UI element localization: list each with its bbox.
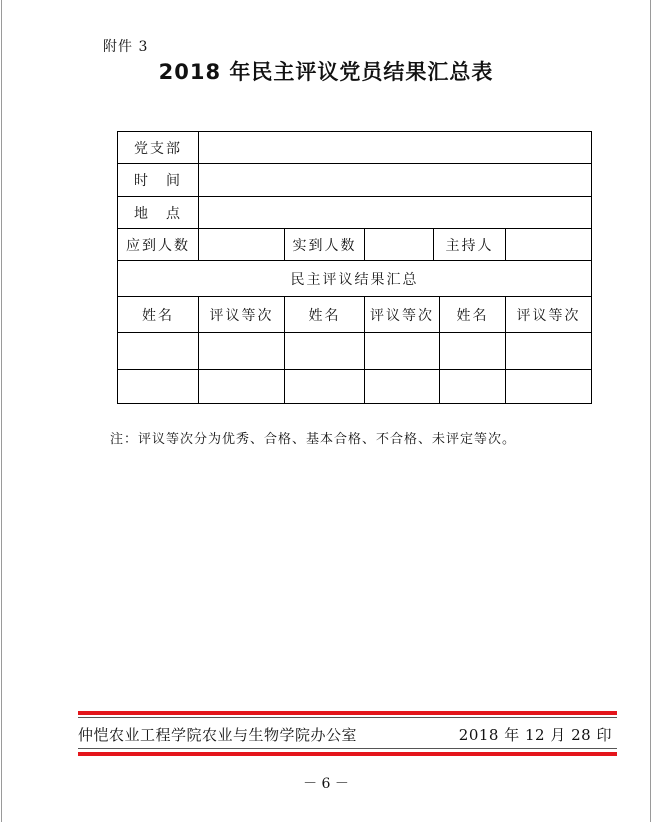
col-header-rating: 评议等次 <box>209 307 274 324</box>
page-number: － 6 － <box>303 776 349 792</box>
col-header-rating: 评议等次 <box>516 307 581 324</box>
branch-field[interactable] <box>199 132 591 163</box>
table-cell[interactable] <box>285 370 364 403</box>
footer-rule-bottom-thin <box>78 748 617 749</box>
col-header-name: 姓名 <box>142 307 174 324</box>
col-header-name: 姓名 <box>308 307 341 324</box>
expected-count-field[interactable] <box>199 229 284 260</box>
actual-count-label: 实到人数 <box>292 237 357 254</box>
table-cell[interactable] <box>440 370 505 403</box>
host-field[interactable] <box>506 229 591 260</box>
table-cell[interactable] <box>199 333 284 369</box>
footer-office: 仲恺农业工程学院农业与生物学院办公室 <box>78 726 358 744</box>
table-cell[interactable] <box>118 333 198 369</box>
host-label: 主持人 <box>445 237 494 254</box>
table-cell[interactable] <box>506 370 591 403</box>
place-field[interactable] <box>199 197 591 228</box>
footer-print-date: 2018 年 12 月 28 印 <box>458 726 612 744</box>
table-cell[interactable] <box>199 370 284 403</box>
attachment-label: 附件 3 <box>103 39 149 55</box>
table-cell[interactable] <box>285 333 364 369</box>
expected-count-label: 应到人数 <box>126 237 190 254</box>
col-header-name: 姓名 <box>456 307 489 324</box>
footer-rule-top-thin <box>78 717 617 718</box>
document-title: 2018 年民主评议党员结果汇总表 <box>158 60 494 84</box>
page-border-left <box>1 0 2 822</box>
table-cell[interactable] <box>365 370 439 403</box>
summary-header: 民主评议结果汇总 <box>290 271 419 288</box>
table-cell[interactable] <box>506 333 591 369</box>
footer-rule-top <box>78 711 617 715</box>
actual-count-field[interactable] <box>365 229 433 260</box>
footer-rule-bottom <box>78 752 617 756</box>
summary-table <box>117 131 592 404</box>
time-label: 时 间 <box>134 173 182 189</box>
branch-label: 党支部 <box>134 140 182 157</box>
place-label: 地 点 <box>134 205 182 222</box>
table-cell[interactable] <box>365 333 439 369</box>
page-border-right <box>650 0 651 822</box>
col-header-rating: 评议等次 <box>370 307 434 324</box>
table-cell[interactable] <box>440 333 505 369</box>
table-cell[interactable] <box>118 370 198 403</box>
time-field[interactable] <box>199 164 591 196</box>
table-note: 注：评议等次分为优秀、合格、基本合格、不合格、未评定等次。 <box>110 432 517 447</box>
